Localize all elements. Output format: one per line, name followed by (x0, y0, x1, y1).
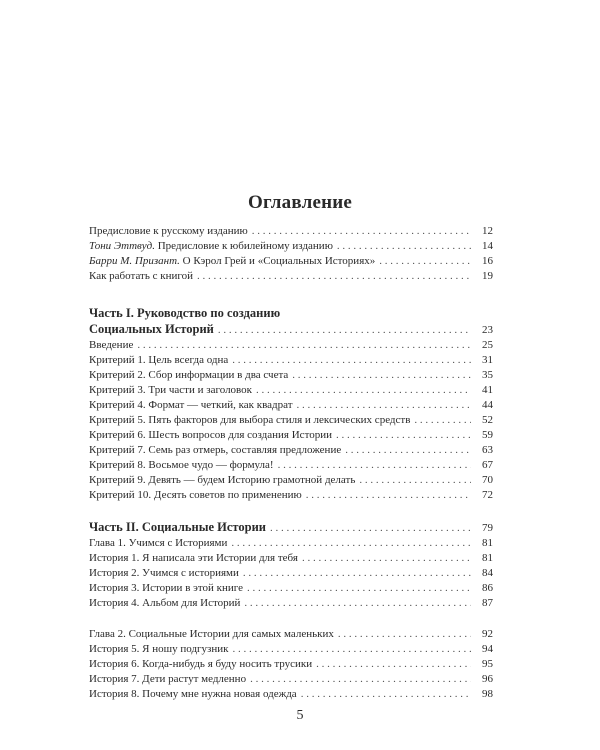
dot-leader (232, 353, 471, 368)
front-matter (89, 224, 493, 284)
dot-leader (379, 254, 471, 269)
dot-leader (247, 581, 471, 596)
dot-leader (256, 383, 471, 398)
dot-leader (337, 239, 471, 254)
toc-entry-page: 31 (482, 354, 493, 366)
toc-entry-author: Барри М. Призант. (89, 255, 180, 267)
toc-entry[interactable] (89, 338, 493, 353)
dot-leader (301, 687, 471, 702)
dot-leader (137, 338, 471, 353)
toc-entry-page: 63 (482, 444, 493, 456)
dot-leader (306, 488, 471, 503)
toc-entry-label: Критерий 3. Три части и заголовок (89, 384, 253, 396)
toc-entry-label: Как работать с книгой (89, 270, 193, 282)
toc-entry-page: 19 (482, 270, 493, 282)
dot-leader (218, 322, 471, 339)
toc-entry[interactable] (89, 383, 493, 398)
toc-entry-page: 70 (482, 474, 493, 486)
toc-entry[interactable] (89, 596, 493, 611)
dot-leader (250, 672, 471, 687)
toc-entry-label: История 7. Дети растут медленно (89, 673, 247, 685)
toc-entry-label: Глава 1. Учимся с Историями (89, 537, 228, 549)
dot-leader (233, 642, 471, 657)
toc-entry-label: Глава 2. Социальные Истории для самых маленьких (89, 628, 334, 640)
toc-part-heading[interactable] (89, 519, 493, 536)
dot-leader (231, 536, 471, 551)
part-2-title: Часть II. Социальные Истории (89, 520, 266, 534)
toc-entry-label: Введение (89, 339, 134, 351)
toc-entry-page: 12 (482, 225, 493, 237)
toc-entry[interactable] (89, 566, 493, 581)
dot-leader (292, 368, 471, 383)
toc-entry-title: Предисловие к юбилейному изданию (154, 240, 333, 252)
toc-entry-label (89, 254, 375, 269)
toc-entry-label: История 3. Истории в этой книге (89, 582, 244, 594)
toc-entry-page: 44 (482, 399, 493, 411)
dot-leader (345, 443, 471, 458)
toc-entry-page: 87 (482, 597, 493, 609)
toc-entry[interactable] (89, 581, 493, 596)
dot-leader (359, 473, 471, 488)
toc-entry-page: 41 (482, 384, 493, 396)
toc-entry[interactable] (89, 353, 493, 368)
toc-entry-page: 14 (482, 240, 493, 252)
toc-entry[interactable] (89, 254, 493, 269)
toc-entry-page: 96 (482, 673, 493, 685)
toc-entry-page: 52 (482, 414, 493, 426)
toc-entry[interactable] (89, 687, 493, 702)
toc-entry[interactable] (89, 627, 493, 642)
table-of-contents (89, 224, 493, 702)
dot-leader (414, 413, 471, 428)
toc-entry-label: История 5. Я ношу подгузник (89, 643, 229, 655)
toc-entry[interactable] (89, 657, 493, 672)
toc-entry-label: Критерий 2. Сбор информации в два счета (89, 369, 289, 381)
toc-entry[interactable] (89, 224, 493, 239)
dot-leader (278, 458, 471, 473)
toc-entry-label: Критерий 9. Девять — будем Историю грамотной делать (89, 474, 356, 486)
toc-entry[interactable] (89, 551, 493, 566)
toc-part-heading[interactable] (89, 321, 493, 338)
dot-leader (316, 657, 471, 672)
toc-entry[interactable] (89, 536, 493, 551)
toc-entry-page: 79 (482, 522, 493, 534)
toc-entry-page: 95 (482, 658, 493, 670)
toc-entry-page: 98 (482, 688, 493, 700)
toc-entry-page: 25 (482, 339, 493, 351)
toc-entry-page: 67 (482, 459, 493, 471)
toc-entry-label: Критерий 5. Пять факторов для выбора стиля и лексических средств (89, 414, 411, 426)
toc-entry-page: 72 (482, 489, 493, 501)
toc-entry-label: Критерий 4. Формат — четкий, как квадрат (89, 399, 293, 411)
toc-entry[interactable] (89, 458, 493, 473)
toc-entry-title: О Кэрол Грей и «Социальных Историях» (179, 255, 376, 267)
dot-leader (336, 428, 471, 443)
toc-entry-label: История 1. Я написала эти Истории для тебя (89, 552, 298, 564)
toc-entry-label: Критерий 7. Семь раз отмерь, составляя предложение (89, 444, 342, 456)
toc-entry[interactable] (89, 413, 493, 428)
toc-entry[interactable] (89, 368, 493, 383)
part-2-chapter-2 (89, 627, 493, 702)
toc-entry-author: Тони Эттвуд. (89, 240, 155, 252)
toc-entry-label: Предисловие к русскому изданию (89, 225, 248, 237)
toc-entry[interactable] (89, 642, 493, 657)
toc-entry-page: 81 (482, 552, 493, 564)
toc-entry-page: 86 (482, 582, 493, 594)
toc-entry-label: Критерий 8. Восьмое чудо — формула! (89, 459, 274, 471)
toc-entry-label: История 2. Учимся с историями (89, 567, 239, 579)
dot-leader (270, 520, 471, 537)
toc-entry-label (89, 239, 333, 254)
part-1-title-line1[interactable]: Часть I. Руководство по созданию (89, 306, 281, 320)
dot-leader (244, 596, 471, 611)
toc-entry[interactable] (89, 398, 493, 413)
toc-entry[interactable] (89, 443, 493, 458)
toc-entry-page: 84 (482, 567, 493, 579)
dot-leader (197, 269, 471, 284)
toc-entry[interactable] (89, 473, 493, 488)
toc-entry-page: 35 (482, 369, 493, 381)
dot-leader (297, 398, 471, 413)
toc-entry[interactable] (89, 428, 493, 443)
toc-entry-page: 92 (482, 628, 493, 640)
toc-entry[interactable] (89, 672, 493, 687)
toc-entry[interactable] (89, 488, 493, 503)
part-1 (89, 305, 493, 503)
toc-entry-label: История 4. Альбом для Историй (89, 597, 241, 609)
toc-entry-page: 23 (482, 324, 493, 336)
part-1-title-line2: Социальных Историй (89, 322, 214, 336)
toc-entry-page: 16 (482, 255, 493, 267)
toc-entry-page: 94 (482, 643, 493, 655)
dot-leader (302, 551, 471, 566)
dot-leader (252, 224, 471, 239)
toc-entry[interactable] (89, 269, 493, 284)
dot-leader (243, 566, 471, 581)
dot-leader (338, 627, 471, 642)
toc-entry-label: История 8. Почему мне нужна новая одежда (89, 688, 297, 700)
toc-entry-label: Критерий 6. Шесть вопросов для создания Истории (89, 429, 332, 441)
toc-entry-label: Критерий 1. Цель всегда одна (89, 354, 229, 366)
toc-entry-label: Критерий 10. Десять советов по применению (89, 489, 302, 501)
toc-entry[interactable] (89, 239, 493, 254)
toc-entry-page: 59 (482, 429, 493, 441)
page-number: 5 (296, 708, 304, 723)
part-2 (89, 519, 493, 611)
toc-entry-label: История 6. Когда-нибудь я буду носить трусики (89, 658, 313, 670)
page-title: Оглавление (247, 192, 353, 213)
toc-entry-page: 81 (482, 537, 493, 549)
